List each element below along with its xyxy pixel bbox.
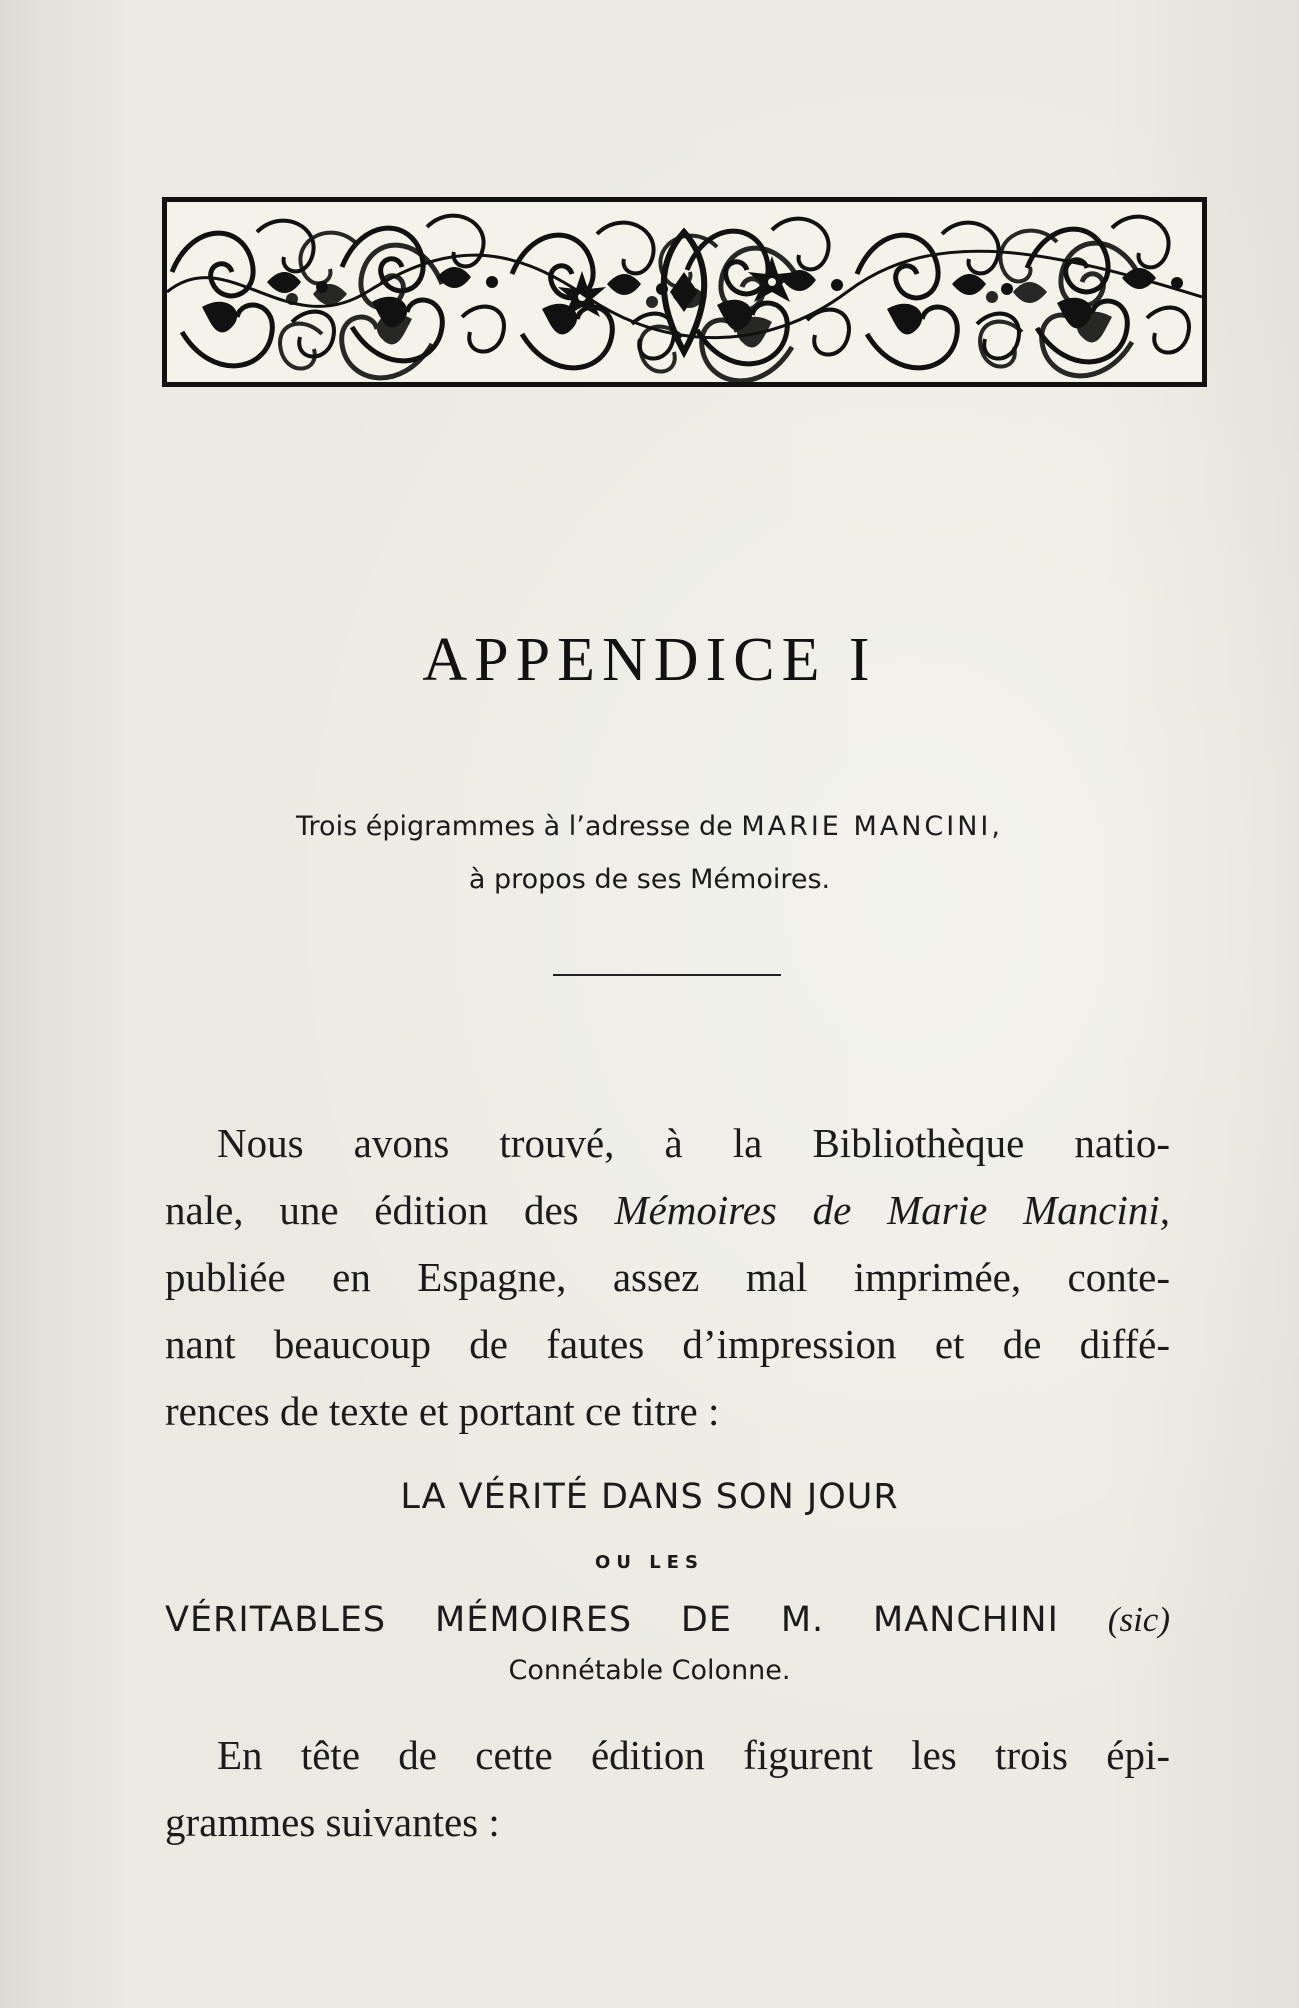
book-title-line-3-text: VÉRITABLES MÉMOIRES DE M. MANCHINI bbox=[165, 1600, 1059, 1640]
subtitle-prefix: Trois épigrammes à l’adresse de bbox=[296, 811, 733, 842]
paragraph-1-line-2 bbox=[165, 1177, 1170, 1244]
subtitle-line-2: à propos de ses Mémoires. bbox=[468, 864, 831, 895]
ornament-scrollwork-graphic bbox=[167, 202, 1202, 382]
book-title-line-4: Connétable Colonne. bbox=[508, 1655, 791, 1686]
paragraph-1 bbox=[165, 1110, 1170, 1445]
memoires-title-italic: Mémoires de Marie Mancini, bbox=[614, 1187, 1171, 1233]
appendix-subtitle bbox=[0, 800, 1299, 906]
paragraph-2-line-1: En tête de cette édition figurent les trois épi- bbox=[217, 1732, 1170, 1778]
paragraph-1-line-3: publiée en Espagne, assez mal imprimée, conte- bbox=[165, 1254, 1170, 1300]
paragraph-1-line-4: nant beaucoup de fautes d’impression et de diffé- bbox=[165, 1321, 1170, 1367]
book-title-line-2: OU LES bbox=[595, 1552, 704, 1573]
floral-headpiece-ornament bbox=[162, 197, 1207, 387]
subtitle-line-1 bbox=[0, 800, 1299, 853]
appendix-heading: APPENDICE I bbox=[422, 626, 877, 694]
paragraph-2 bbox=[165, 1722, 1170, 1856]
paragraph-2-line-2: grammes suivantes : bbox=[165, 1799, 500, 1845]
subtitle-name: MARIE MANCINI, bbox=[741, 811, 1003, 842]
paragraph-1-line-1: Nous avons trouvé, à la Bibliothèque natio- bbox=[217, 1120, 1170, 1166]
paragraph-1-line-5: rences de texte et portant ce titre : bbox=[165, 1388, 720, 1434]
book-title-line-1: LA VÉRITÉ DANS SON JOUR bbox=[400, 1477, 899, 1517]
book-title-line-3 bbox=[165, 1600, 1170, 1640]
paragraph-1-line-2-text: nale, une édition des bbox=[165, 1187, 579, 1233]
sic-annotation: (sic) bbox=[1107, 1600, 1170, 1639]
section-divider-rule bbox=[553, 974, 781, 976]
